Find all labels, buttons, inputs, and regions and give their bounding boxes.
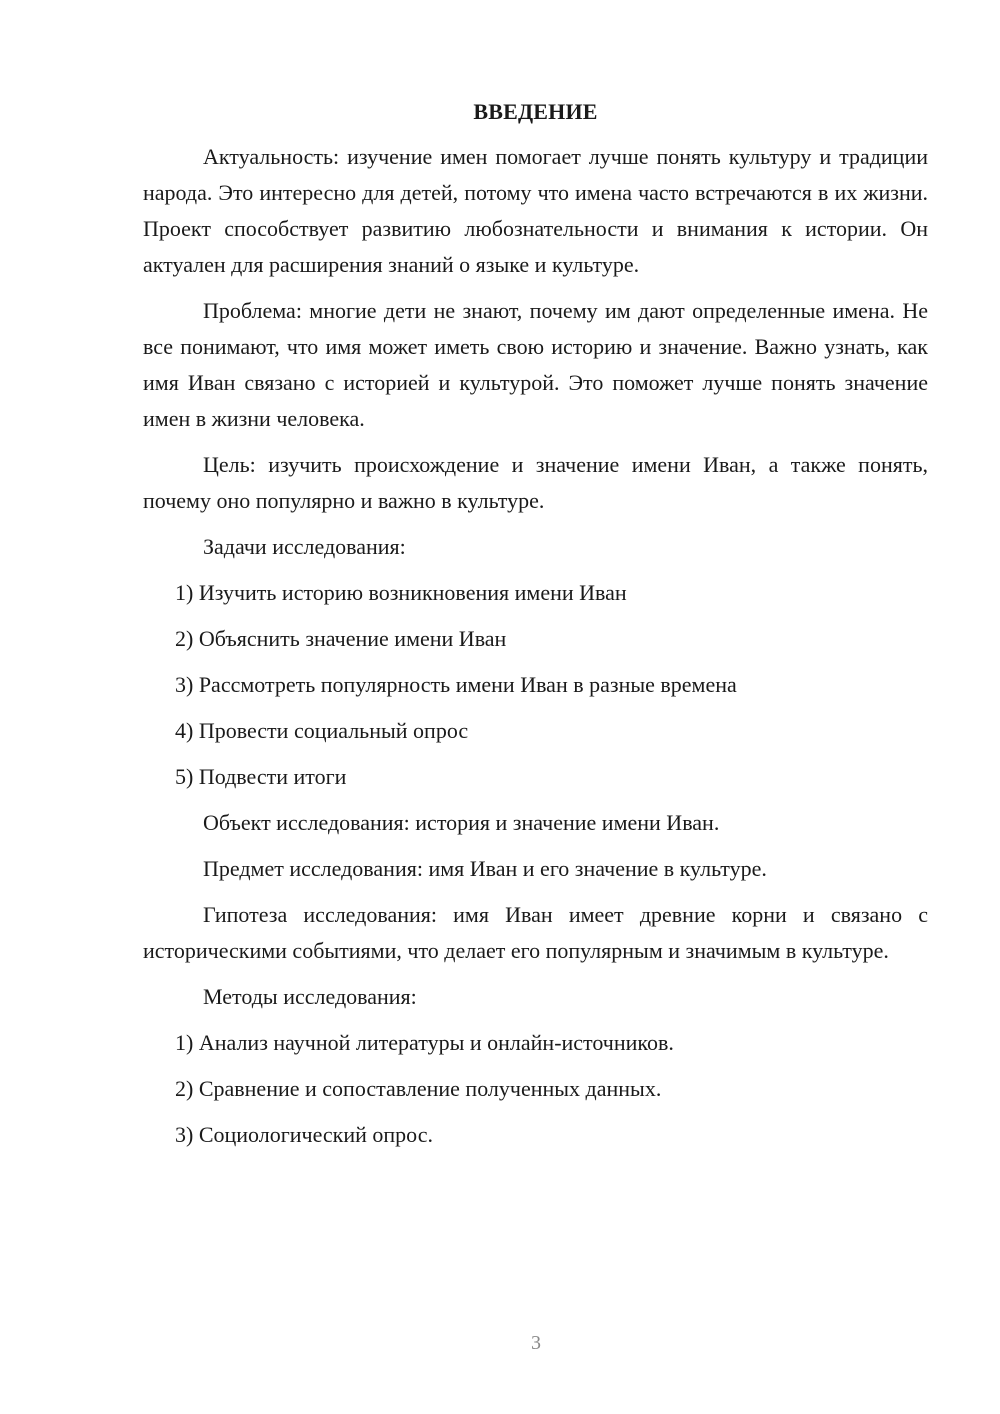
- list-item: 1) Анализ научной литературы и онлайн-источников.: [175, 1030, 674, 1055]
- hypothesis-paragraph: Гипотеза исследования: имя Иван имеет древние корни и связано с историческими событиями, что делает его популярным и значимым в культуре.: [143, 902, 928, 963]
- list-item: 2) Объяснить значение имени Иван: [175, 626, 507, 651]
- tasks-list: [143, 575, 928, 795]
- list-item: 4) Провести социальный опрос: [175, 718, 469, 743]
- methods-label: Методы исследования:: [203, 984, 417, 1009]
- subject-paragraph: Предмет исследования: имя Иван и его значение в культуре.: [203, 856, 767, 881]
- tasks-label: Задачи исследования:: [203, 534, 406, 559]
- object-paragraph: Объект исследования: история и значение имени Иван.: [203, 810, 720, 835]
- list-item: 3) Социологический опрос.: [175, 1122, 433, 1147]
- page-number: 3: [531, 1332, 541, 1354]
- list-item: 3) Рассмотреть популярность имени Иван в разные времена: [175, 672, 737, 697]
- relevance-paragraph: Актуальность: изучение имен помогает лучше понять культуру и традиции народа. Это интересно для детей, потому что имена часто встречаются в их жизни. Проект способствует развитию любознательности и внимания к истории. Он актуален для расширения знаний о языке и культуре.: [143, 144, 928, 277]
- page-content: [143, 95, 928, 1163]
- list-item: 5) Подвести итоги: [175, 764, 347, 789]
- list-item: 1) Изучить историю возникновения имени Иван: [175, 580, 627, 605]
- problem-paragraph: Проблема: многие дети не знают, почему им дают определенные имена. Не все понимают, что имя может иметь свою историю и значение. Важно узнать, как имя Иван связано с историей и культурой. Это поможет лучше понять значение имен в жизни человека.: [143, 298, 928, 431]
- list-item: 2) Сравнение и сопоставление полученных данных.: [175, 1076, 662, 1101]
- page-title: ВВЕДЕНИЕ: [473, 99, 598, 124]
- methods-list: [143, 1025, 928, 1153]
- goal-paragraph: Цель: изучить происхождение и значение имени Иван, а также понять, почему оно популярно и важно в культуре.: [143, 452, 928, 513]
